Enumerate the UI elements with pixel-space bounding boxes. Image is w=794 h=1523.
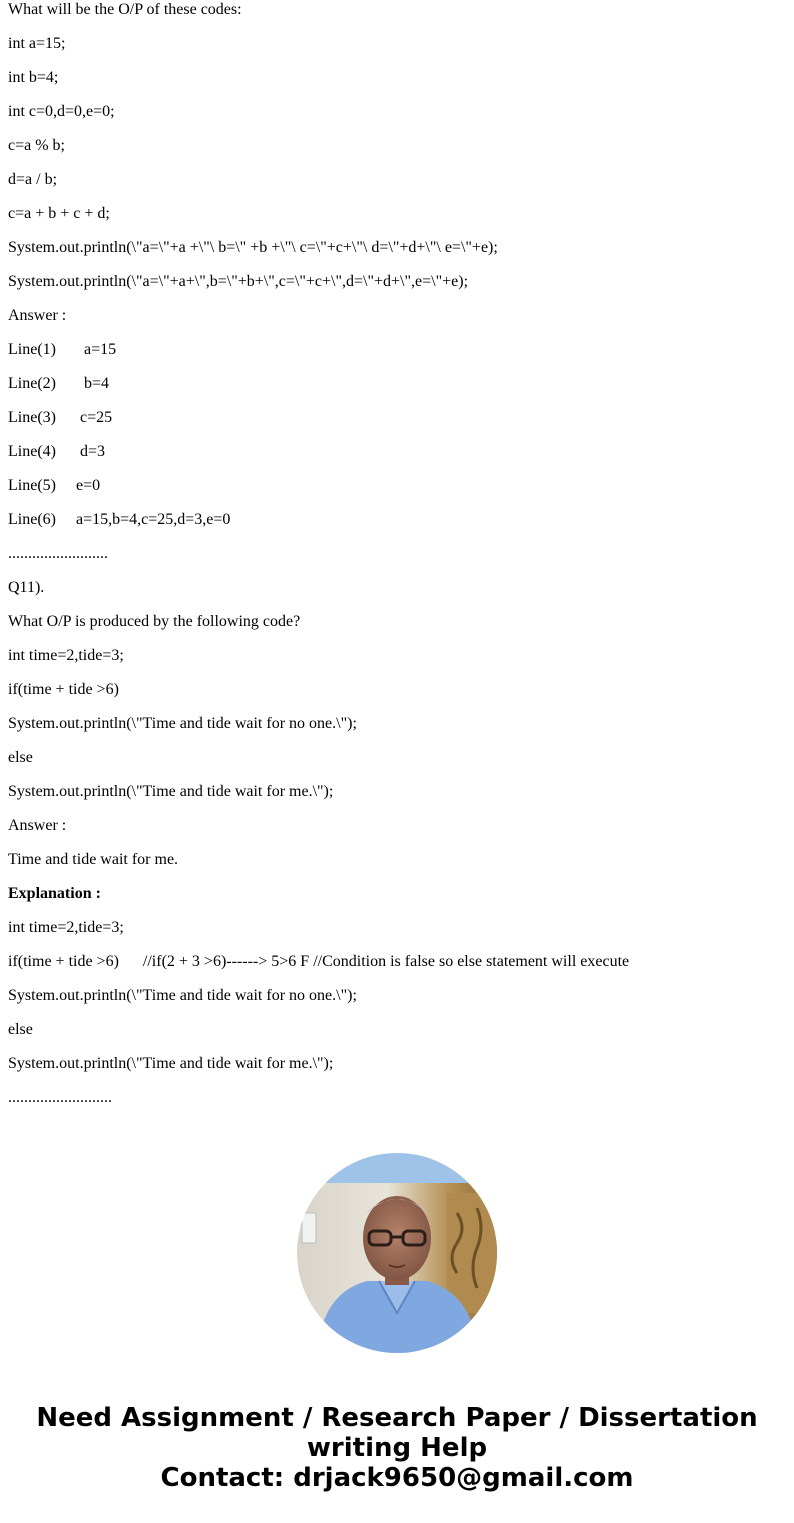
text-line: Answer : (8, 307, 67, 324)
author-photo (297, 1153, 497, 1353)
text-line: if(time + tide >6) (8, 681, 119, 698)
text-line: Answer : (8, 817, 67, 834)
text-line: Q11). (8, 579, 45, 596)
text-line: System.out.println(\"Time and tide wait for me.\"); (8, 783, 334, 800)
text-line: int a=15; (8, 35, 66, 52)
text-line: Time and tide wait for me. (8, 851, 179, 868)
text-line: c=a + b + c + d; (8, 205, 110, 222)
promo-line-2: writing Help (306, 1433, 488, 1463)
text-line: System.out.println(\"a=\"+a+\",b=\"+b+\",c=\"+c+\",d=\"+d+\",e=\"+e); (8, 273, 469, 290)
promo-contact: Contact: drjack9650@gmail.com (160, 1463, 634, 1493)
text-line: Line(1) a=15 (8, 341, 117, 358)
text-line: Line(2) b=4 (8, 375, 109, 392)
text-line: System.out.println(\"a=\"+a +\"\ b=\" +b +\"\ c=\"+c+\"\ d=\"+d+\"\ e=\"+e); (8, 239, 498, 256)
promo-line-1: Need Assignment / Research Paper / Dissertation (36, 1403, 758, 1433)
text-line: else (8, 749, 33, 766)
text-line: What will be the O/P of these codes: (8, 1, 242, 18)
text-line: System.out.println(\"Time and tide wait for no one.\"); (8, 987, 357, 1004)
text-line: System.out.println(\"Time and tide wait for no one.\"); (8, 715, 357, 732)
text-line: .......................... (8, 1089, 112, 1106)
text-line: c=a % b; (8, 137, 65, 154)
text-line: d=a / b; (8, 171, 58, 188)
promo-banner (0, 1403, 794, 1493)
text-line: Line(6) a=15,b=4,c=25,d=3,e=0 (8, 511, 231, 528)
document-body (8, 0, 788, 1122)
author-portrait-icon (297, 1153, 497, 1353)
text-line: int b=4; (8, 69, 59, 86)
text-line: Line(3) c=25 (8, 409, 113, 426)
text-line: int c=0,d=0,e=0; (8, 103, 115, 120)
text-line: if(time + tide >6) //if(2 + 3 >6)------> 5>6 F //Condition is false so else statement will execute (8, 953, 630, 970)
text-line: Line(4) d=3 (8, 443, 105, 460)
text-line: int time=2,tide=3; (8, 919, 124, 936)
text-line: else (8, 1021, 33, 1038)
text-line: System.out.println(\"Time and tide wait for me.\"); (8, 1055, 334, 1072)
text-line: Explanation : (8, 885, 101, 902)
text-line: What O/P is produced by the following code? (8, 613, 301, 630)
text-line: int time=2,tide=3; (8, 647, 124, 664)
text-line: ......................... (8, 545, 108, 562)
text-line: Line(5) e=0 (8, 477, 101, 494)
